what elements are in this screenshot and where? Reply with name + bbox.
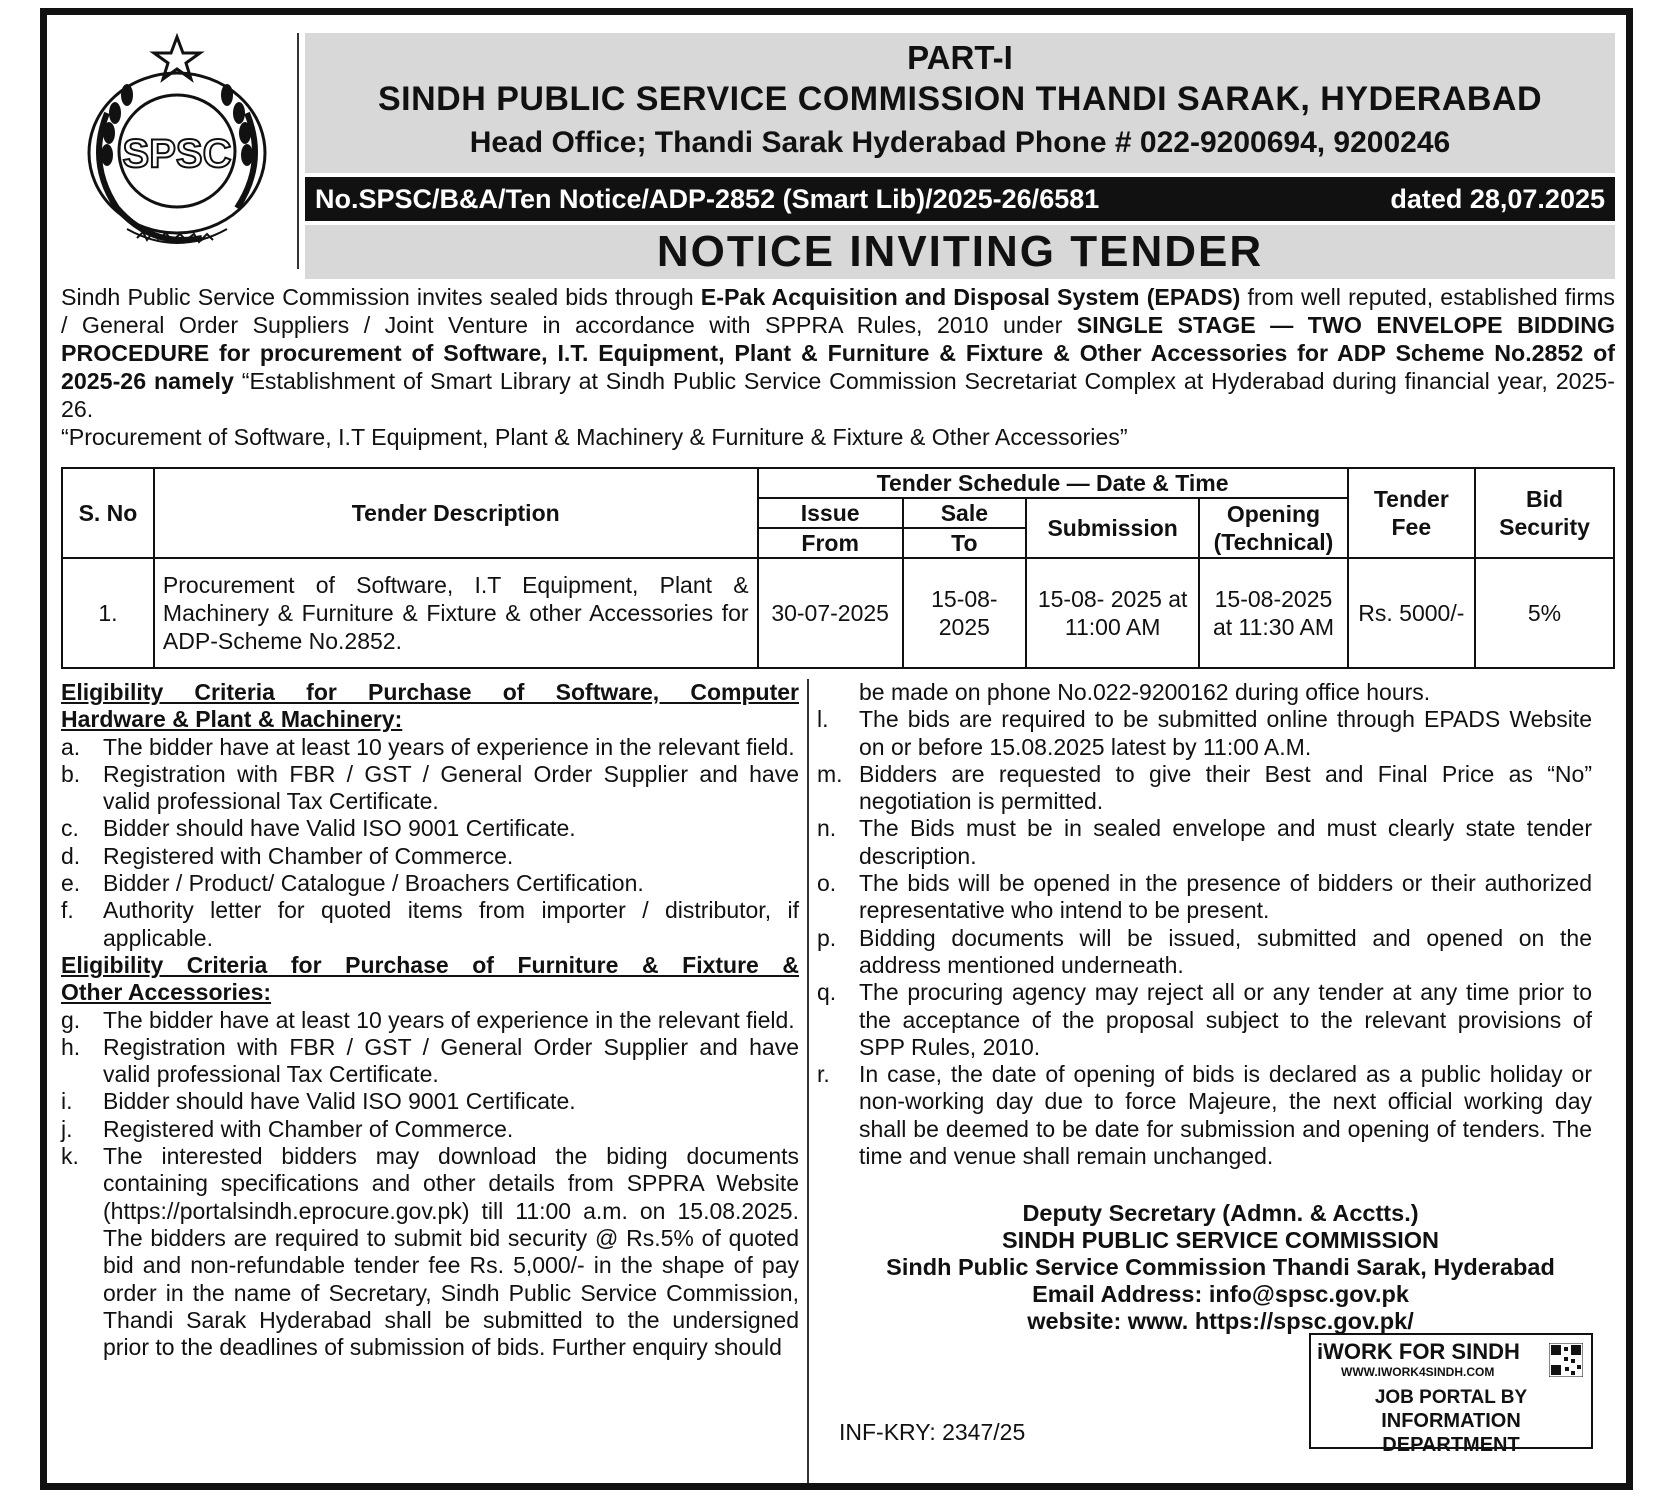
cell-issue-from: 30-07-2025 xyxy=(758,558,903,668)
cell-sale-to: 15-08-2025 xyxy=(903,558,1026,668)
eligibility-list-1 xyxy=(61,734,799,952)
list-item xyxy=(817,815,1592,870)
header-sno: S. No xyxy=(62,468,154,558)
tender-table xyxy=(61,467,1615,669)
list-marker: a. xyxy=(61,733,81,760)
list-marker: n. xyxy=(817,815,837,842)
intro-paragraph xyxy=(61,283,1615,451)
list-marker: d. xyxy=(61,842,81,869)
reference-date: dated 28,07.2025 xyxy=(1390,184,1605,214)
list-item-text: The bidder have at least 10 years of experience in the relevant field. xyxy=(103,1006,795,1033)
eligibility-heading-2: Eligibility Criteria for Purchase of Furniture & Fixture & xyxy=(61,951,799,978)
table-row xyxy=(62,558,1614,668)
header-to: To xyxy=(903,528,1026,558)
column-divider xyxy=(807,679,809,1489)
list-item-text: Bidders are requested to give their Best and Final Price as “No” negotiation is permitted. xyxy=(859,760,1592,815)
header-description: Tender Description xyxy=(154,468,758,558)
header-submission: Submission xyxy=(1026,498,1199,558)
list-item-text: Authority letter for quoted items from importer / distributor, if applicable. xyxy=(103,897,799,951)
list-item xyxy=(61,1007,799,1034)
list-marker: p. xyxy=(817,924,837,951)
list-item-text: The Bids must be in sealed envelope and must clearly state tender description. xyxy=(859,815,1592,869)
intro-part-1: Sindh Public Service Commission invites sealed bids through xyxy=(61,284,701,310)
spsc-emblem-icon xyxy=(77,33,277,265)
list-marker: m. xyxy=(817,760,843,787)
department-label: INFORMATION DEPARTMENT xyxy=(1381,1410,1521,1456)
list-marker: g. xyxy=(61,1006,81,1033)
list-item-text: Bidder should have Valid ISO 9001 Certificate. xyxy=(103,815,576,842)
reference-bar xyxy=(305,177,1615,221)
cell-fee: Rs. 5000/- xyxy=(1348,558,1475,668)
list-marker: q. xyxy=(817,979,837,1006)
signature-block xyxy=(833,1200,1608,1335)
list-item xyxy=(61,734,799,761)
eligibility-heading-1: Eligibility Criteria for Purchase of Software, Computer xyxy=(61,679,799,705)
signatory-designation: Deputy Secretary (Admn. & Acctts.) xyxy=(1022,1200,1419,1226)
cell-security: 5% xyxy=(1475,558,1614,668)
header-issue: Issue xyxy=(758,498,903,528)
list-marker: o. xyxy=(817,870,837,897)
list-marker: k. xyxy=(61,1143,79,1170)
list-marker: j. xyxy=(61,1115,73,1142)
cell-opening: 15-08-2025 at 11:30 AM xyxy=(1199,558,1347,668)
list-item xyxy=(61,1143,799,1361)
list-item-text: The interested bidders may download the biding documents containing specifications and other details from SPPRA Website (https://portalsindh.eprocure.gov.pk) till 11:00 a.m. on 15.08.2025. The bidders are required to submit bid security @ Rs.5% of quoted bid and non-refundable tender fee Rs. 5,000/- in the shape of pay order in the name of Secretary, Sindh Public Service Commission, Thandi Sarak Hyderabad shall be submitted to the undersigned prior to the deadlines of submission of bids. Further enquiry should xyxy=(103,1143,799,1361)
list-item-text: The procuring agency may reject all or any tender at any time prior to the acceptance of the proposal subject to the relevant provisions of SPP Rules, 2010. xyxy=(859,979,1592,1060)
header-opening: Opening (Technical) xyxy=(1199,498,1347,558)
conditions-list xyxy=(817,706,1592,1170)
list-item xyxy=(61,761,799,816)
contact-email: Email Address: info@spsc.gov.pk xyxy=(1032,1281,1409,1307)
header-security: Bid Security xyxy=(1475,468,1614,558)
list-marker: b. xyxy=(61,760,81,787)
list-marker: r. xyxy=(817,1061,830,1088)
left-column xyxy=(61,679,799,1361)
signatory-org: SINDH PUBLIC SERVICE COMMISSION xyxy=(1002,1227,1439,1253)
cell-submission: 15-08- 2025 at 11:00 AM xyxy=(1026,558,1199,668)
list-item xyxy=(817,1061,1592,1170)
signatory-address: Sindh Public Service Commission Thandi Sarak, Hyderabad xyxy=(886,1254,1555,1280)
eligibility-heading-2b: Other Accessories: xyxy=(61,979,272,1006)
list-item-text: Registered with Chamber of Commerce. xyxy=(103,842,514,869)
table-header-row xyxy=(62,468,1614,498)
head-office-line: Head Office; Thandi Sarak Hyderabad Phone # 022-9200694, 9200246 xyxy=(469,126,1451,159)
list-item xyxy=(61,1034,799,1089)
eligibility-list-2 xyxy=(61,1007,799,1362)
spsc-logo xyxy=(77,33,277,265)
list-marker: i. xyxy=(61,1088,73,1115)
intro-text xyxy=(61,283,1615,423)
list-marker: e. xyxy=(61,870,81,897)
list-marker: l. xyxy=(817,706,829,733)
notice-title: NOTICE INVITING TENDER xyxy=(305,225,1615,279)
right-column xyxy=(817,679,1592,1170)
title-block xyxy=(305,33,1615,173)
intro-line-2: “Procurement of Software, I.T Equipment, Plant & Machinery & Furniture & Fixture & Other Accessories” xyxy=(61,424,1128,450)
list-item xyxy=(817,706,1592,761)
list-item xyxy=(817,925,1592,980)
qr-code-icon xyxy=(1549,1343,1583,1377)
list-item xyxy=(817,979,1592,1061)
eligibility-heading-1b: Hardware & Plant & Machinery: xyxy=(61,706,403,733)
list-marker: h. xyxy=(61,1033,81,1060)
contact-website: website: www. https://spsc.gov.pk/ xyxy=(1027,1308,1414,1334)
intro-part-2: from well reputed, established firms / General Order Suppliers / Joint Venture in accordance with SPPRA Rules, 2010 under xyxy=(61,284,1615,338)
continuation-text: be made on phone No.022-9200162 during office hours. xyxy=(859,679,1431,705)
cell-sno: 1. xyxy=(62,558,154,668)
list-marker: c. xyxy=(61,815,79,842)
part-label: PART-I xyxy=(907,39,1013,76)
list-item xyxy=(61,1116,799,1143)
list-item-text: Registered with Chamber of Commerce. xyxy=(103,1115,514,1142)
list-item-text: The bidder have at least 10 years of experience in the relevant field. xyxy=(103,733,795,760)
header-from: From xyxy=(758,528,903,558)
list-item-text: Registration with FBR / GST / General Order Supplier and have valid professional Tax Certificate. xyxy=(103,1033,799,1088)
list-item xyxy=(61,815,799,842)
logo-divider xyxy=(297,33,299,269)
list-item xyxy=(817,870,1592,925)
list-item xyxy=(817,761,1592,816)
notice-page xyxy=(40,8,1633,1490)
header-fee: Tender Fee xyxy=(1348,468,1475,558)
list-item xyxy=(61,870,799,897)
intro-part-3: “Establishment of Smart Library at Sindh Public Service Commission Secretariat Complex at Hyderabad during financial year, 2025-26. xyxy=(61,368,1616,422)
iwork-badge xyxy=(1309,1333,1593,1456)
cell-description: Procurement of Software, I.T Equipment, Plant & Machinery & Furniture & Fixture & other Accessories for ADP-Scheme No.2852. xyxy=(154,558,758,668)
logo-text: SPSC xyxy=(122,132,232,176)
header-schedule: Tender Schedule — Date & Time xyxy=(758,468,1348,498)
list-item-text: Bidding documents will be issued, submitted and opened on the address mentioned underneath. xyxy=(859,924,1592,978)
list-item xyxy=(61,843,799,870)
intro-bold-1: E-Pak Acquisition and Disposal System (EPADS) xyxy=(700,284,1241,310)
list-marker: f. xyxy=(61,897,74,924)
list-item-text: Bidder should have Valid ISO 9001 Certificate. xyxy=(103,1088,576,1115)
list-item xyxy=(61,1088,799,1115)
intro-bold-2: SINGLE STAGE — TWO ENVELOPE BIDDING PROCEDURE for procurement of Software, I.T. Equipment, Plant & Furniture & Fixture & Other Accessories for ADP Scheme No.2852 of 2025-26 namely xyxy=(61,312,1615,394)
list-item-text: Registration with FBR / GST / General Order Supplier and have valid professional Tax Certificate. xyxy=(103,760,799,815)
inf-code: INF-KRY: 2347/25 xyxy=(839,1419,1026,1445)
list-item xyxy=(61,897,799,952)
commission-name: SINDH PUBLIC SERVICE COMMISSION THANDI SARAK, HYDERABAD xyxy=(377,80,1543,118)
list-item-text: The bids will be opened in the presence of bidders or their authorized representative who intend to be present. xyxy=(859,870,1592,924)
list-item-text: In case, the date of opening of bids is declared as a public holiday or non-working day due to force Majeure, the next official working day shall be deemed to be date for submission and opening of tenders. The time and venue shall remain unchanged. xyxy=(859,1061,1592,1170)
list-item-text: Bidder / Product/ Catalogue / Broachers Certification. xyxy=(103,870,644,897)
iwork-brand: iWORK FOR SINDH xyxy=(1317,1339,1520,1364)
header-sale: Sale xyxy=(903,498,1026,528)
list-item-text: The bids are required to be submitted online through EPADS Website on or before 15.08.2025 latest by 11:00 A.M. xyxy=(859,706,1592,760)
job-portal-label: JOB PORTAL BY xyxy=(1374,1387,1528,1408)
reference-number: No.SPSC/B&A/Ten Notice/ADP-2852 (Smart Lib)/2025-26/6581 xyxy=(315,184,1100,214)
iwork-url: WWW.IWORK4SINDH.COM xyxy=(1341,1365,1495,1379)
